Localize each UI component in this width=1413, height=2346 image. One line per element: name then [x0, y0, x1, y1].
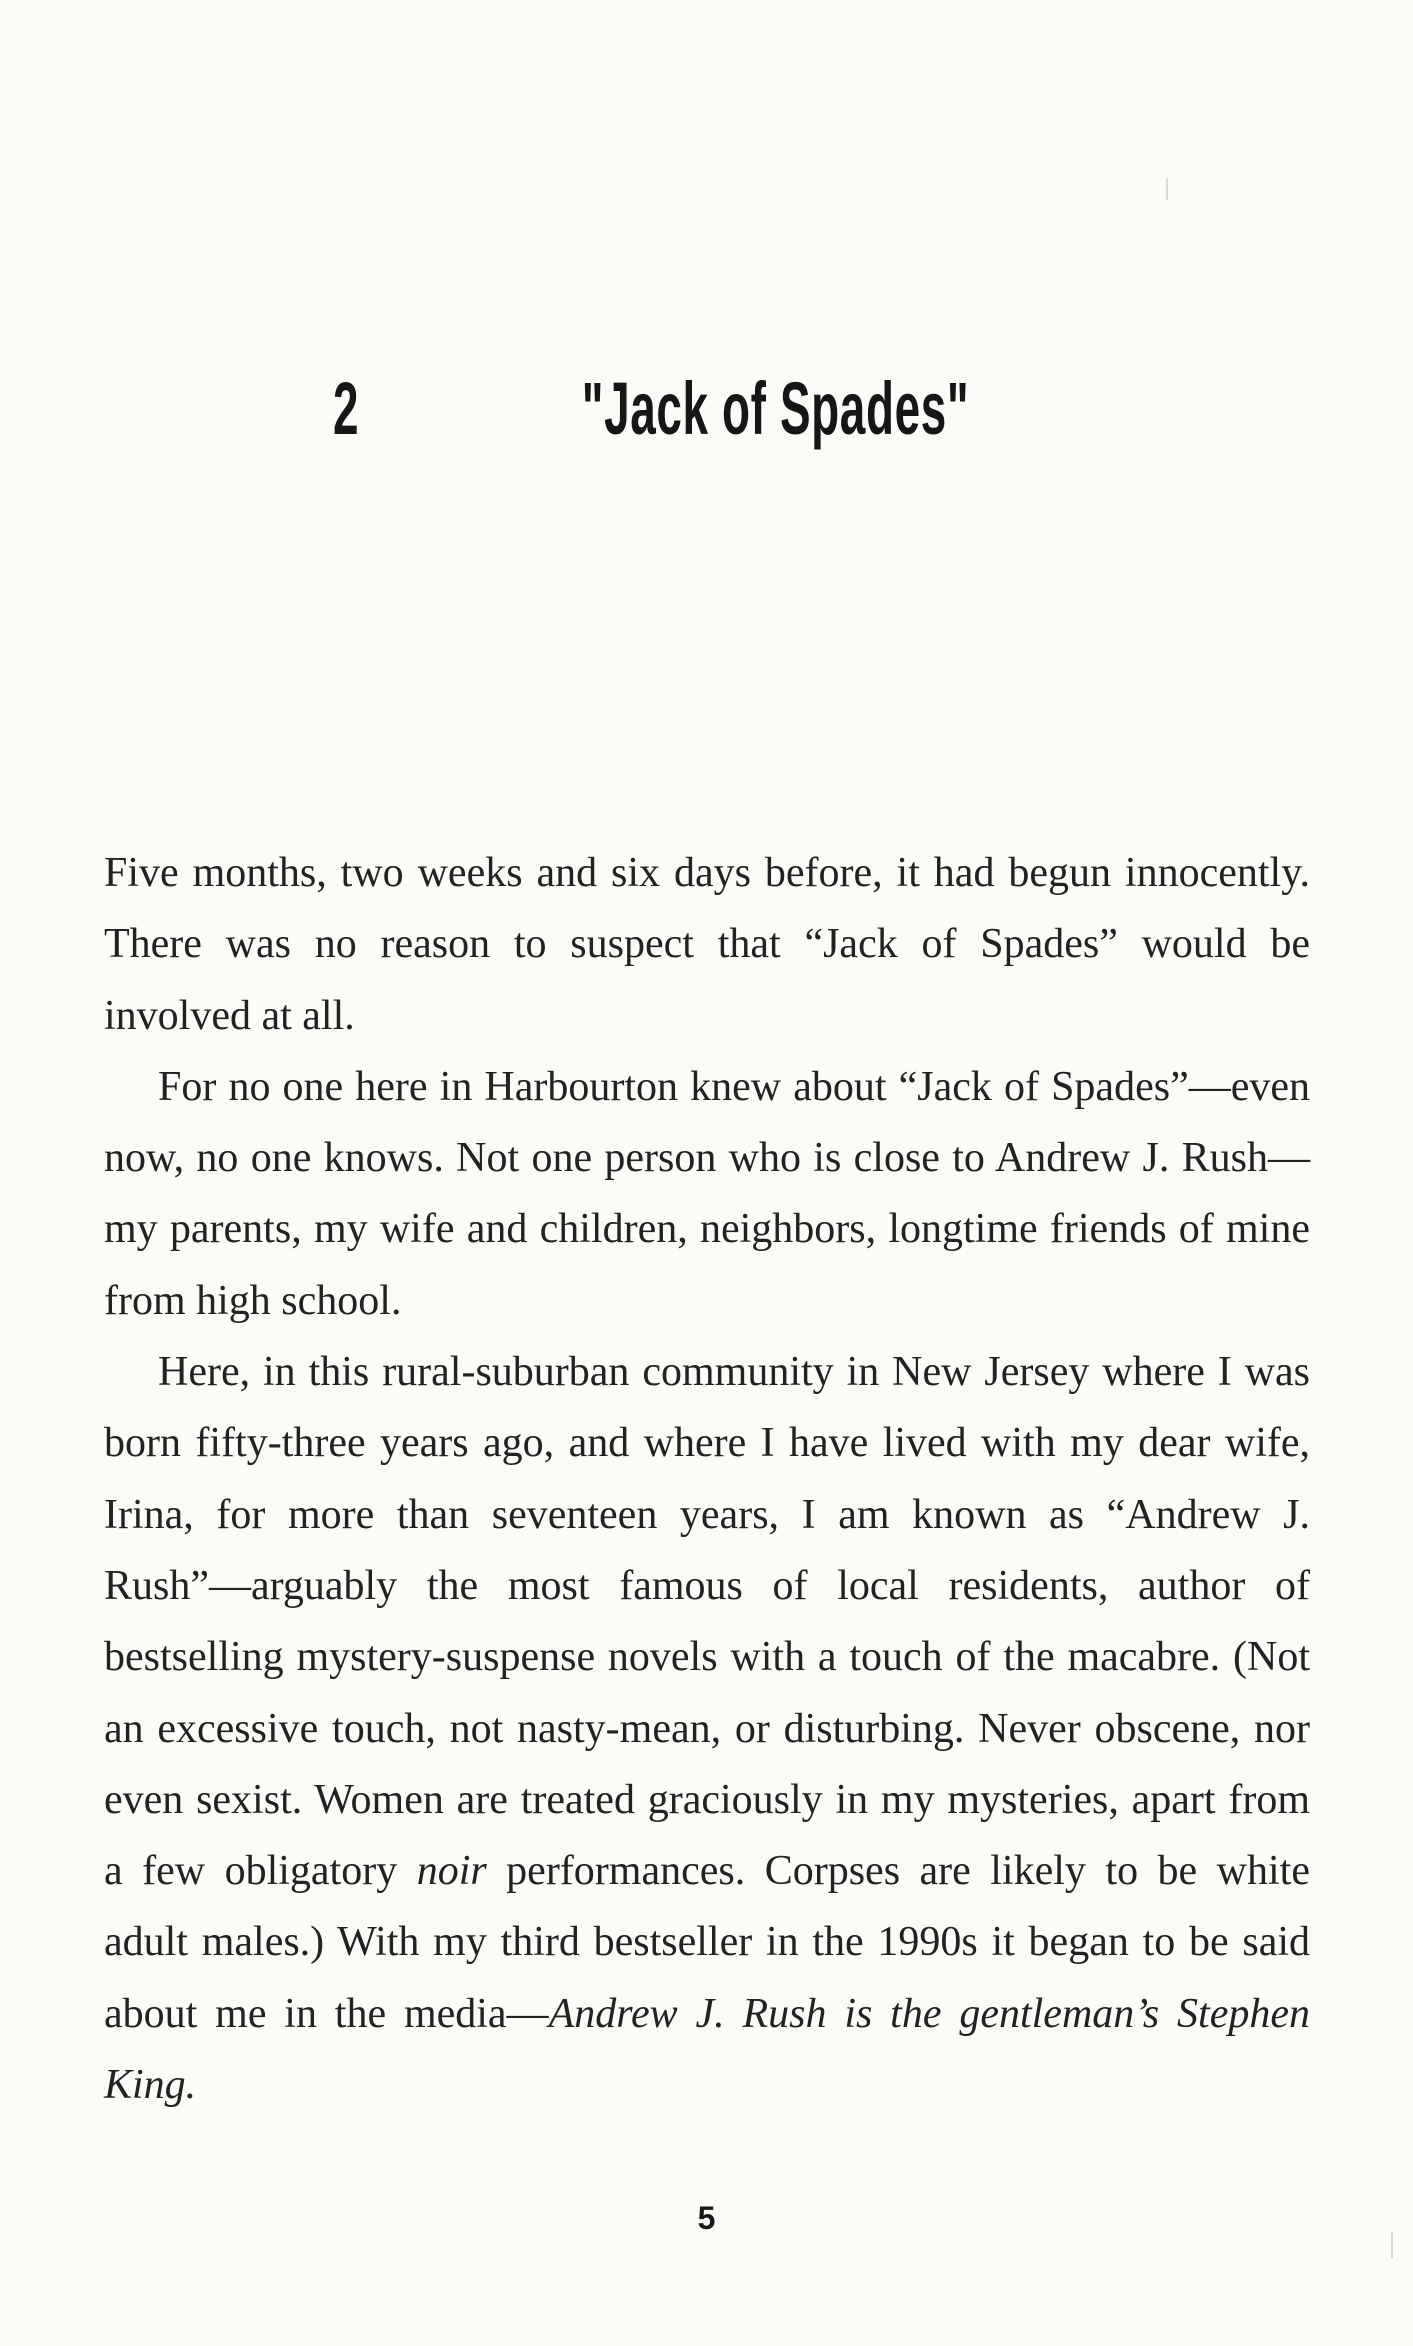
paragraph-3-part-b: performances. Corpses are likely to be white adult males.) With my third bestseller in the 1990s it began to be said about me in the media—: [104, 1848, 1310, 2037]
page-number: 5: [697, 2200, 716, 2236]
italic-noir: noir: [416, 1848, 487, 1895]
scan-speck: [1166, 178, 1168, 200]
chapter-title: "Jack of Spades": [581, 367, 970, 450]
paragraph-3: [104, 1337, 1310, 2121]
paragraph-2: For no one here in Harbourton knew about “Jack of Spades”—even now, no one knows. Not one person who is close to Andrew J. Rush—my parents, my wife and children, neighbors, longtime friends of mine from high school.: [104, 1063, 1310, 1324]
body-text: [104, 838, 1310, 2121]
paragraph-3-part-a: Here, in this rural-suburban community in New Jersey where I was born fifty-three years ago, and where I have lived with my dear wife, Irina, for more than seventeen years, I am known as “Andrew J. Rush”—arguably the most famous of local residents, author of bestselling mystery-suspense novels with a touch of the macabre. (Not an excessive touch, not nasty-mean, or disturbing. Never obscene, nor even sexist. Women are treated graciously in my mysteries, apart from a few obligatory: [104, 1349, 1310, 1895]
scan-speck: [1391, 2232, 1393, 2258]
chapter-number: 2: [332, 367, 360, 450]
paragraph-1: Five months, two weeks and six days before, it had begun innocently. There was no reason to suspect that “Jack of Spades” would be involved at all.: [104, 850, 1310, 1039]
italic-quote: Andrew J. Rush is the gentleman’s Stephen King.: [104, 1990, 1310, 2109]
chapter-heading: [0, 367, 1413, 450]
